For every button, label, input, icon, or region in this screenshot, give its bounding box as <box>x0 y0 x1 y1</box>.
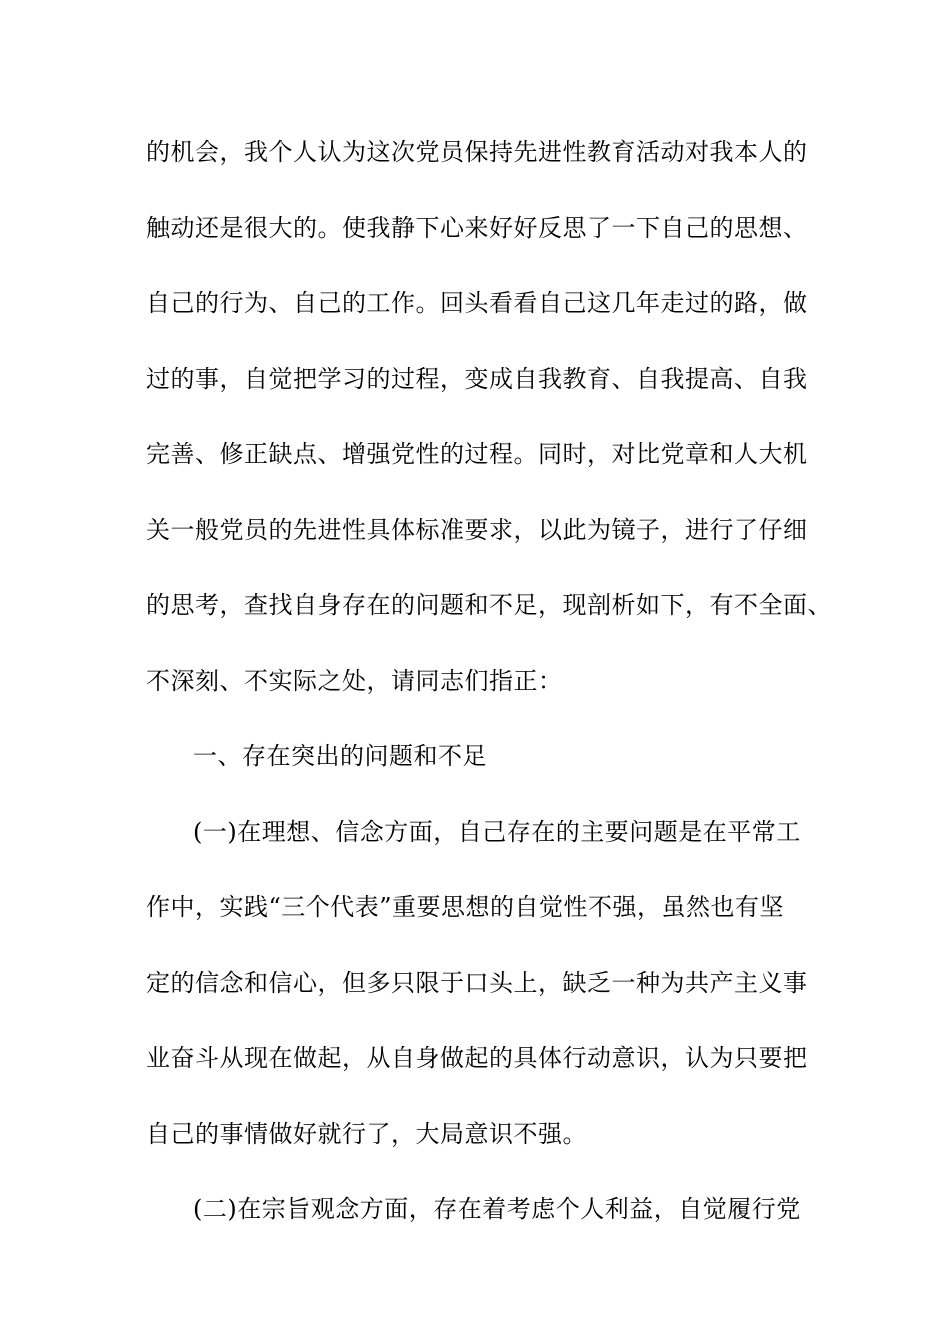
text-line-6: 关一般党员的先进性具体标准要求，以此为镜子，进行了仔细 <box>146 515 808 544</box>
text-line-13: 业奋斗从现在做起，从自身做起的具体行动意识，认为只要把 <box>146 1044 808 1072</box>
text-line-11: 作中，实践“三个代表”重要思想的自觉性不强，虽然也有坚 <box>146 893 785 921</box>
text-line-8: 不深刻、不实际之处，请同志们指正： <box>146 666 563 695</box>
document-body <box>146 130 832 1263</box>
text-line-7: 的思考，查找自身存在的问题和不足，现剖析如下，有不全面、 <box>146 591 832 619</box>
text-line-1: 的机会，我个人认为这次党员保持先进性教育活动对我本人的 <box>146 138 808 166</box>
text-line-15: (二)在宗旨观念方面，存在着考虑个人利益，自觉履行党 <box>193 1195 801 1223</box>
text-line-14: 自己的事情做好就行了，大局意识不强。 <box>146 1119 587 1148</box>
text-line-4: 过的事，自觉把学习的过程，变成自我教育、自我提高、自我 <box>146 364 808 393</box>
text-line-12: 定的信念和信心，但多只限于口头上，缺乏一种为共产主义事 <box>146 968 808 997</box>
text-line-5: 完善、修正缺点、增强党性的过程。同时，对比党章和人大机 <box>146 440 808 468</box>
text-line-10: (一)在理想、信念方面，自己存在的主要问题是在平常工 <box>193 817 801 846</box>
text-line-2: 触动还是很大的。使我静下心来好好反思了一下自己的思想、 <box>146 213 808 242</box>
section-heading: 一、存在突出的问题和不足 <box>193 742 487 770</box>
text-line-3: 自己的行为、自己的工作。回头看看自己这几年走过的路，做 <box>146 289 808 317</box>
